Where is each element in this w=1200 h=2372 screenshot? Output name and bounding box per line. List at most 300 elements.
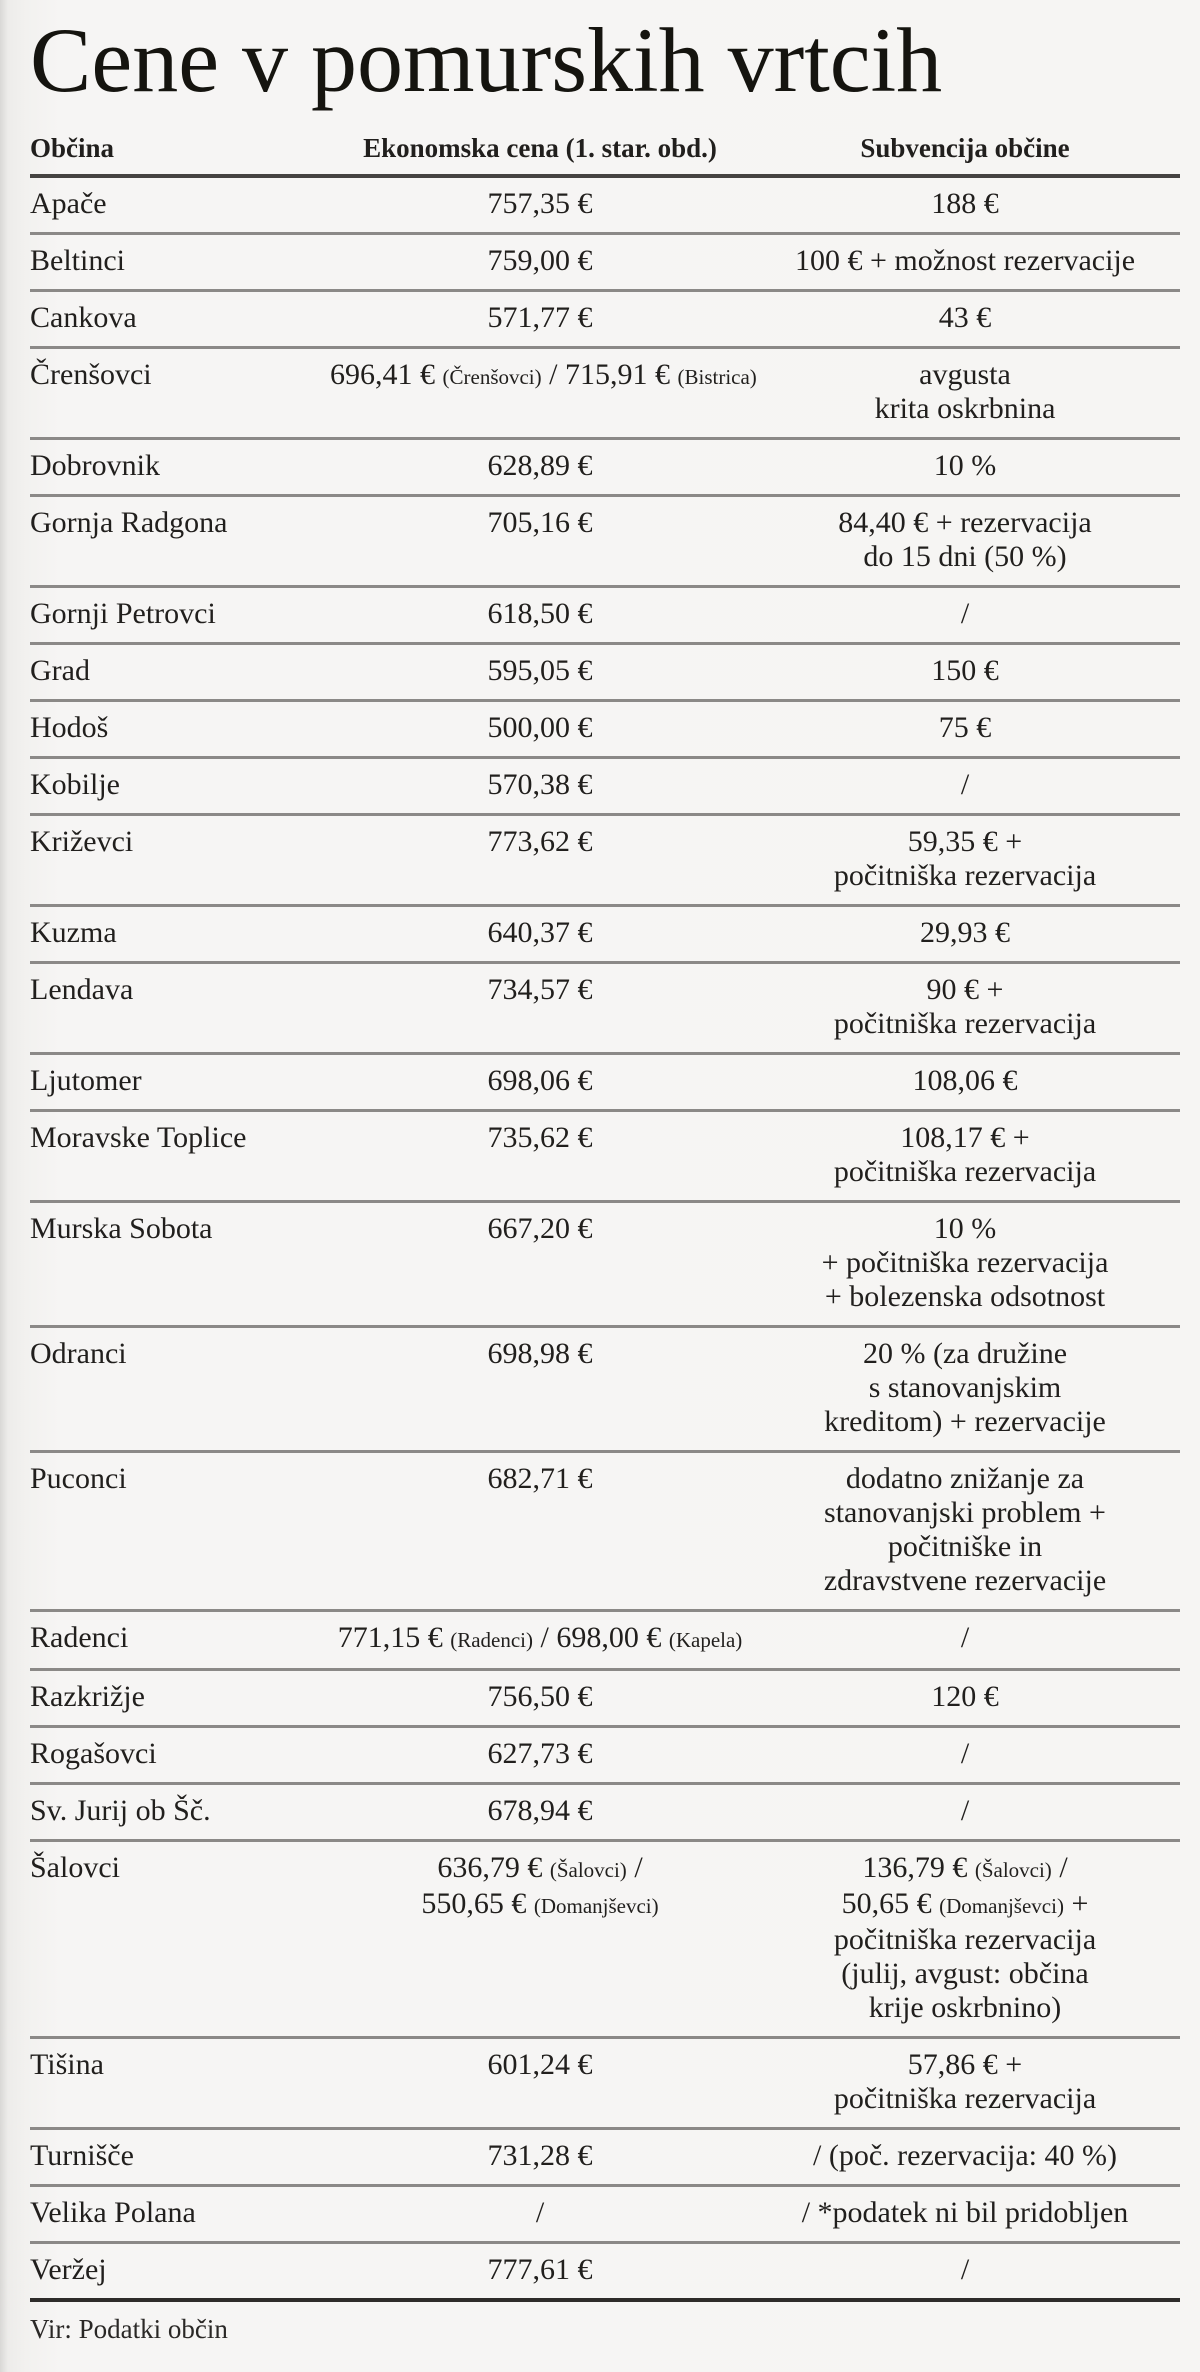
- cell-line: [30, 768, 324, 802]
- subsidy: [750, 825, 1180, 893]
- cell-text: /: [960, 597, 970, 631]
- subsidy: [750, 2196, 1180, 2230]
- table-header: [30, 133, 1180, 178]
- cell-text: kreditom) + rezervacije: [824, 1405, 1106, 1439]
- subsidy: [750, 711, 1180, 745]
- cell-line: [750, 973, 1180, 1007]
- cell-text: Križevci: [30, 825, 134, 859]
- cell-text: 735,62 €: [487, 1121, 593, 1155]
- cell-line: [750, 1064, 1180, 1098]
- cell-line: [330, 825, 750, 859]
- subsidy: [750, 597, 1180, 631]
- cell-line: [750, 1337, 1180, 1371]
- cell-text: 188 €: [931, 187, 999, 221]
- cell-text: Ljutomer: [30, 1064, 142, 1098]
- cell-line: [30, 973, 324, 1007]
- source-note: Vir: Podatki občin: [30, 2314, 228, 2345]
- cell-line: [330, 1794, 750, 1828]
- cell-text: 636,79 €: [437, 1851, 550, 1885]
- subsidy: [750, 1462, 1180, 1598]
- cell-text: 696,41 €: [330, 358, 443, 392]
- cell-text: počitniška rezervacija: [833, 1007, 1097, 1041]
- economic-price: [330, 1337, 750, 1371]
- cell-line: [30, 1680, 324, 1714]
- cell-line: [750, 768, 1180, 802]
- cell-line: [750, 1246, 1180, 1280]
- cell-line: [30, 825, 324, 859]
- cell-text: 120 €: [931, 1680, 999, 1714]
- municipality-name: [30, 301, 330, 335]
- cell-text: 150 €: [931, 654, 999, 688]
- municipality-name: [30, 2196, 330, 2230]
- cell-text: krije oskrbnino): [868, 1991, 1062, 2025]
- cell-text: Radenci: [30, 1621, 129, 1655]
- cell-text: 771,15 €: [337, 1621, 451, 1655]
- subsidy: [750, 1337, 1180, 1439]
- cell-text: /: [960, 768, 970, 802]
- cell-line: [330, 244, 750, 278]
- cell-text: 640,37 €: [487, 916, 593, 950]
- cell-text: / 698,00 €: [533, 1621, 669, 1655]
- cell-text: 50,65 €: [841, 1887, 940, 1921]
- cell-text: 705,16 €: [487, 506, 593, 540]
- economic-price: [330, 1064, 750, 1098]
- cell-text: 756,50 €: [487, 1680, 593, 1714]
- municipality-name: [30, 2048, 330, 2082]
- cell-line: [750, 1405, 1180, 1439]
- cell-text: + bolezenska odsotnost: [824, 1280, 1106, 1314]
- cell-text: 59,35 € +: [907, 825, 1023, 859]
- table-row: [30, 292, 1180, 349]
- cell-line: [30, 506, 324, 540]
- cell-line: [30, 1621, 324, 1655]
- municipality-name: [30, 449, 330, 483]
- cell-line: [30, 1794, 324, 1828]
- page-title: Cene v pomurskih vrtcih: [30, 9, 943, 111]
- table-body: [30, 178, 1180, 2302]
- economic-price: [330, 1680, 750, 1714]
- cell-line: [30, 916, 324, 950]
- cell-line: [330, 973, 750, 1007]
- cell-line: [750, 1530, 1180, 1564]
- cell-text: 10 %: [933, 449, 997, 483]
- cell-line: [750, 1280, 1180, 1314]
- cell-text: /: [960, 2253, 970, 2287]
- cell-text: / *podatek ni bil pridobljen: [801, 2196, 1129, 2230]
- municipality-name: [30, 2253, 330, 2287]
- table-row: [30, 2244, 1180, 2302]
- cell-line: [750, 654, 1180, 688]
- cell-line: [750, 1155, 1180, 1189]
- cell-text: počitniška rezervacija: [833, 1155, 1097, 1189]
- cell-text: 601,24 €: [487, 2048, 593, 2082]
- cell-line: [30, 1851, 324, 1885]
- table-row: [30, 178, 1180, 235]
- cell-text: 618,50 €: [487, 597, 593, 631]
- cell-text: 682,71 €: [487, 1462, 593, 1496]
- cell-line: [330, 506, 750, 540]
- subsidy: [750, 1851, 1180, 2025]
- cell-text: / (poč. rezervacija: 40 %): [813, 2139, 1117, 2173]
- cell-text: +: [1063, 1887, 1089, 1921]
- cell-text: avgusta: [919, 358, 1011, 392]
- economic-price: [330, 187, 750, 221]
- cell-text: Grad: [30, 654, 90, 688]
- municipality-name: [30, 825, 330, 859]
- table-row: [30, 964, 1180, 1055]
- economic-price: [330, 768, 750, 802]
- cell-line: [30, 244, 324, 278]
- table-row: [30, 235, 1180, 292]
- economic-price: [330, 2253, 750, 2287]
- cell-line: [750, 1496, 1180, 1530]
- municipality-name: [30, 358, 330, 392]
- price-detail-small: (Domanjševci): [533, 1894, 659, 1919]
- subsidy: [750, 1794, 1180, 1828]
- cell-text: + počitniška rezervacija: [821, 1246, 1109, 1280]
- cell-line: [750, 1621, 1180, 1655]
- economic-price: [330, 449, 750, 483]
- cell-text: Moravske Toplice: [30, 1121, 247, 1155]
- cell-text: 20 % (za družine: [862, 1337, 1068, 1371]
- economic-price: [330, 1621, 750, 1657]
- economic-price: [330, 2048, 750, 2082]
- cell-line: [750, 1923, 1180, 1957]
- cell-line: [30, 1337, 324, 1371]
- cell-line: [750, 1462, 1180, 1496]
- cell-text: Črenšovci: [30, 358, 152, 392]
- municipality-name: [30, 597, 330, 631]
- cell-line: [750, 1564, 1180, 1598]
- municipality-name: [30, 916, 330, 950]
- cell-text: 678,94 €: [487, 1794, 593, 1828]
- cell-line: [330, 1462, 750, 1496]
- cell-line: [750, 540, 1180, 574]
- economic-price: [330, 301, 750, 335]
- cell-line: [30, 711, 324, 745]
- table-row: [30, 588, 1180, 645]
- subsidy: [750, 916, 1180, 950]
- price-table: [30, 133, 1180, 2302]
- cell-text: Apače: [30, 187, 107, 221]
- cell-text: / 715,91 €: [541, 358, 678, 392]
- cell-text: Turnišče: [30, 2139, 134, 2173]
- subsidy: [750, 1121, 1180, 1189]
- cell-text: 29,93 €: [920, 916, 1010, 950]
- cell-line: [30, 301, 324, 335]
- subsidy: [750, 358, 1180, 426]
- economic-price: [330, 711, 750, 745]
- cell-text: /: [626, 1851, 643, 1885]
- table-row: [30, 1728, 1180, 1785]
- cell-text: 734,57 €: [487, 973, 593, 1007]
- price-detail-small: (Šalovci): [974, 1858, 1052, 1883]
- table-row: [30, 497, 1180, 588]
- cell-line: [330, 597, 750, 631]
- economic-price: [330, 1851, 750, 1923]
- subsidy: [750, 654, 1180, 688]
- table-row: [30, 1055, 1180, 1112]
- table-row: [30, 1671, 1180, 1728]
- cell-text: Rogašovci: [30, 1737, 157, 1771]
- municipality-name: [30, 244, 330, 278]
- cell-text: /: [960, 1794, 970, 1828]
- cell-line: [30, 1064, 324, 1098]
- cell-line: [30, 1462, 324, 1496]
- cell-text: 777,61 €: [487, 2253, 593, 2287]
- cell-line: [750, 244, 1180, 278]
- subsidy: [750, 244, 1180, 278]
- cell-line: [750, 449, 1180, 483]
- cell-text: /: [960, 1621, 970, 1655]
- cell-text: 90 € +: [926, 973, 1004, 1007]
- cell-text: 698,98 €: [487, 1337, 593, 1371]
- municipality-name: [30, 1337, 330, 1371]
- cell-line: [750, 1887, 1180, 1923]
- price-detail-small: (Radenci): [450, 1628, 533, 1653]
- economic-price: [330, 597, 750, 631]
- municipality-name: [30, 1064, 330, 1098]
- cell-text: /: [1051, 1851, 1068, 1885]
- cell-text: Tišina: [30, 2048, 104, 2082]
- municipality-name: [30, 768, 330, 802]
- cell-text: s stanovanjskim: [868, 1371, 1062, 1405]
- cell-text: /: [960, 1737, 970, 1771]
- cell-line: [750, 1680, 1180, 1714]
- cell-text: Šalovci: [30, 1851, 120, 1885]
- cell-text: Puconci: [30, 1462, 127, 1496]
- table-row: [30, 1842, 1180, 2039]
- cell-line: [750, 358, 1180, 392]
- table-row: [30, 907, 1180, 964]
- cell-text: 731,28 €: [487, 2139, 593, 2173]
- cell-text: Kuzma: [30, 916, 117, 950]
- price-detail-small: (Šalovci): [549, 1858, 627, 1883]
- subsidy: [750, 449, 1180, 483]
- cell-line: [750, 2048, 1180, 2082]
- cell-text: Gornji Petrovci: [30, 597, 216, 631]
- table-row: [30, 1203, 1180, 1328]
- cell-line: [330, 1621, 750, 1657]
- cell-text: Razkrižje: [30, 1680, 145, 1714]
- table-row: [30, 2039, 1180, 2130]
- cell-line: [750, 1121, 1180, 1155]
- economic-price: [330, 358, 757, 394]
- subsidy: [750, 187, 1180, 221]
- subsidy: [750, 1680, 1180, 1714]
- cell-text: Dobrovnik: [30, 449, 160, 483]
- cell-line: [330, 2196, 750, 2230]
- subsidy: [750, 1212, 1180, 1314]
- cell-text: 698,06 €: [487, 1064, 593, 1098]
- cell-line: [30, 2196, 324, 2230]
- cell-line: [30, 1737, 324, 1771]
- cell-line: [750, 2082, 1180, 2116]
- cell-text: 108,06 €: [912, 1064, 1018, 1098]
- cell-text: 759,00 €: [487, 244, 593, 278]
- cell-line: [30, 2253, 324, 2287]
- price-detail-small: (Domanjševci): [939, 1894, 1064, 1919]
- cell-line: [750, 301, 1180, 335]
- economic-price: [330, 1737, 750, 1771]
- table-row: [30, 645, 1180, 702]
- cell-line: [30, 654, 324, 688]
- subsidy: [750, 1737, 1180, 1771]
- cell-line: [30, 449, 324, 483]
- column-header-subsidy: Subvencija občine: [860, 133, 1070, 164]
- cell-line: [750, 711, 1180, 745]
- subsidy: [750, 301, 1180, 335]
- cell-line: [330, 711, 750, 745]
- cell-text: Veržej: [30, 2253, 107, 2287]
- cell-text: 100 € + možnost rezervacije: [794, 244, 1136, 278]
- economic-price: [330, 1212, 750, 1246]
- cell-line: [30, 1212, 324, 1246]
- cell-text: Hodoš: [30, 711, 109, 745]
- column-header-obcina: Občina: [30, 133, 115, 164]
- cell-text: 84,40 € + rezervacija: [838, 506, 1092, 540]
- cell-text: 75 €: [938, 711, 992, 745]
- cell-line: [330, 2253, 750, 2287]
- cell-text: 571,77 €: [487, 301, 593, 335]
- cell-line: [330, 916, 750, 950]
- subsidy: [750, 1621, 1180, 1655]
- subsidy: [750, 2253, 1180, 2287]
- price-detail-small: (Bistrica): [677, 365, 757, 390]
- cell-text: 500,00 €: [487, 711, 593, 745]
- cell-text: 773,62 €: [487, 825, 593, 859]
- municipality-name: [30, 1462, 330, 1496]
- cell-line: [330, 1064, 750, 1098]
- economic-price: [330, 654, 750, 688]
- column-header-economic-price: Ekonomska cena (1. star. obd.): [363, 133, 717, 164]
- cell-line: [330, 358, 757, 394]
- economic-price: [330, 973, 750, 1007]
- cell-text: Cankova: [30, 301, 137, 335]
- cell-line: [30, 187, 324, 221]
- cell-text: Murska Sobota: [30, 1212, 213, 1246]
- economic-price: [330, 1794, 750, 1828]
- cell-text: 57,86 € +: [907, 2048, 1023, 2082]
- municipality-name: [30, 1851, 330, 1885]
- cell-text: 595,05 €: [487, 654, 593, 688]
- municipality-name: [30, 654, 330, 688]
- cell-line: [750, 1007, 1180, 1041]
- municipality-name: [30, 187, 330, 221]
- municipality-name: [30, 1794, 330, 1828]
- cell-text: počitniška rezervacija: [833, 1923, 1097, 1957]
- table-row: [30, 1453, 1180, 1612]
- cell-line: [330, 1737, 750, 1771]
- cell-line: [330, 1212, 750, 1246]
- cell-line: [330, 449, 750, 483]
- municipality-name: [30, 506, 330, 540]
- table-row: [30, 1612, 1180, 1671]
- cell-line: [750, 1737, 1180, 1771]
- economic-price: [330, 2139, 750, 2173]
- cell-line: [750, 825, 1180, 859]
- cell-text: 757,35 €: [487, 187, 593, 221]
- cell-text: zdravstvene rezervacije: [823, 1564, 1107, 1598]
- economic-price: [330, 1121, 750, 1155]
- cell-text: Beltinci: [30, 244, 125, 278]
- municipality-name: [30, 711, 330, 745]
- municipality-name: [30, 1621, 330, 1655]
- economic-price: [330, 2196, 750, 2230]
- cell-line: [750, 1794, 1180, 1828]
- cell-text: 108,17 € +: [900, 1121, 1030, 1155]
- municipality-name: [30, 1680, 330, 1714]
- table-row: [30, 2130, 1180, 2187]
- economic-price: [330, 916, 750, 950]
- table-row: [30, 1785, 1180, 1842]
- cell-line: [30, 1121, 324, 1155]
- subsidy: [750, 506, 1180, 574]
- subsidy: [750, 2048, 1180, 2116]
- cell-text: počitniške in: [887, 1530, 1043, 1564]
- economic-price: [330, 506, 750, 540]
- cell-line: [750, 1212, 1180, 1246]
- municipality-name: [30, 973, 330, 1007]
- municipality-name: [30, 1737, 330, 1771]
- cell-text: do 15 dni (50 %): [863, 540, 1067, 574]
- cell-line: [750, 2253, 1180, 2287]
- cell-line: [330, 1121, 750, 1155]
- cell-line: [330, 1887, 750, 1923]
- table-row: [30, 1328, 1180, 1453]
- cell-text: 570,38 €: [487, 768, 593, 802]
- subsidy: [750, 768, 1180, 802]
- cell-line: [330, 1337, 750, 1371]
- cell-text: /: [535, 2196, 545, 2230]
- cell-text: 43 €: [938, 301, 992, 335]
- cell-line: [330, 1680, 750, 1714]
- cell-text: dodatno znižanje za: [845, 1462, 1085, 1496]
- economic-price: [330, 1462, 750, 1496]
- cell-line: [750, 597, 1180, 631]
- cell-line: [750, 187, 1180, 221]
- economic-price: [330, 244, 750, 278]
- cell-text: 550,65 €: [421, 1887, 534, 1921]
- cell-line: [330, 301, 750, 335]
- subsidy: [750, 973, 1180, 1041]
- cell-line: [750, 2196, 1180, 2230]
- cell-text: stanovanjski problem +: [824, 1496, 1106, 1530]
- price-detail-small: (Kapela): [668, 1628, 743, 1653]
- cell-line: [330, 1851, 750, 1887]
- table-row: [30, 349, 1180, 440]
- cell-text: krita oskrbnina: [874, 392, 1056, 426]
- cell-text: Odranci: [30, 1337, 127, 1371]
- cell-line: [330, 2139, 750, 2173]
- municipality-name: [30, 1212, 330, 1246]
- table-row: [30, 702, 1180, 759]
- subsidy: [750, 2139, 1180, 2173]
- cell-text: počitniška rezervacija: [833, 859, 1097, 893]
- cell-text: (julij, avgust: občina: [841, 1957, 1089, 1991]
- cell-line: [750, 2139, 1180, 2173]
- cell-line: [750, 1991, 1180, 2025]
- cell-line: [30, 2048, 324, 2082]
- cell-line: [750, 859, 1180, 893]
- cell-text: 10 %: [933, 1212, 997, 1246]
- cell-text: Velika Polana: [30, 2196, 196, 2230]
- cell-line: [30, 2139, 324, 2173]
- cell-line: [330, 654, 750, 688]
- cell-line: [330, 768, 750, 802]
- cell-text: Kobilje: [30, 768, 120, 802]
- cell-line: [750, 1851, 1180, 1887]
